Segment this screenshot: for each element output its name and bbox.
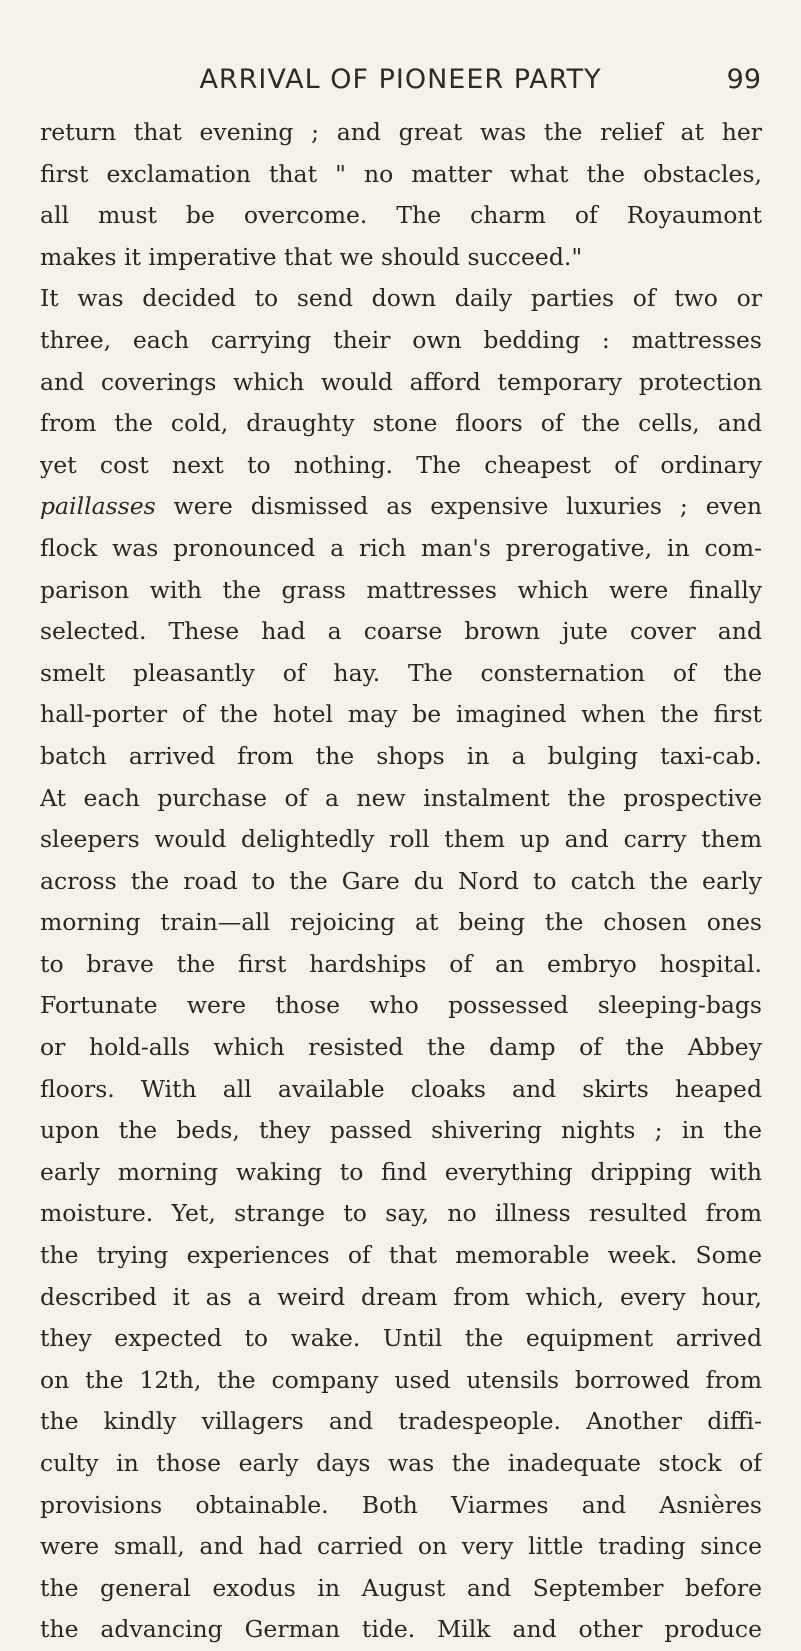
text-line: the advancing German tide. Milk and other produce: [40, 1615, 762, 1644]
running-title: ARRIVAL OF PIONEER PARTY: [199, 64, 602, 95]
text-line: upon the beds, they passed shivering nights ; in the: [40, 1116, 762, 1145]
text-line: return that evening ; and great was the relief at her: [40, 118, 762, 146]
text-line: provisions obtainable. Both Viarmes and Asnières: [40, 1490, 762, 1519]
text-line: Fortunate were those who possessed sleeping-bags: [40, 991, 762, 1020]
text-line-with-italic: [40, 486, 762, 528]
text-line: makes it imperative that we should succeed.": [40, 242, 583, 271]
text-line: the kindly villagers and tradespeople. Another diffi-: [40, 1407, 762, 1436]
text-line: selected. These had a coarse brown jute cover and: [40, 617, 762, 646]
text-line: hall-porter of the hotel may be imagined when the first: [40, 700, 762, 729]
text-line: early morning waking to find everything dripping with: [40, 1157, 762, 1186]
page-number: 99: [726, 64, 761, 95]
text-line: they expected to wake. Until the equipment arrived: [40, 1324, 762, 1353]
text-line: yet cost next to nothing. The cheapest of ordinary: [40, 450, 762, 479]
text-line: parison with the grass mattresses which were finally: [40, 575, 762, 604]
text-line: floors. With all available cloaks and skirts heaped: [40, 1074, 762, 1103]
text-line: three, each carrying their own bedding : mattresses: [40, 325, 762, 354]
text-line: culty in those early days was the inadequate stock of: [40, 1449, 762, 1477]
text-line: and coverings which would afford temporary protection: [40, 367, 762, 396]
italic-word: paillasses: [40, 492, 156, 521]
text-line: the trying experiences of that memorable week. Some: [40, 1241, 762, 1270]
text-line: batch arrived from the shops in a bulging taxi-cab.: [40, 741, 762, 770]
text-line: or hold-alls which resisted the damp of the Abbey: [40, 1033, 762, 1062]
text-line: sleepers would delightedly roll them up and carry them: [40, 825, 762, 854]
text-line: described it as a weird dream from which, every hour,: [40, 1282, 762, 1311]
text-line: across the road to the Gare du Nord to catch the early: [40, 866, 762, 895]
text-line: were small, and had carried on very little trading since: [40, 1532, 762, 1561]
text-line: from the cold, draughty stone floors of the cells, and: [40, 409, 762, 438]
text-line: on the 12th, the company used utensils borrowed from: [40, 1365, 762, 1394]
text-line: to brave the first hardships of an embryo hospital.: [40, 949, 762, 978]
text-line: flock was pronounced a rich man's prerogative, in com-: [40, 533, 762, 562]
text-line: the general exodus in August and September before: [40, 1573, 762, 1602]
text-line-rest: were dismissed as expensive luxuries ; even: [173, 492, 762, 521]
text-line: all must be overcome. The charm of Royaumont: [40, 201, 762, 230]
body-text: [40, 112, 762, 1651]
text-line: morning train—all rejoicing at being the chosen ones: [40, 908, 762, 937]
text-line: smelt pleasantly of hay. The consternation of the: [40, 658, 762, 687]
text-line: moisture. Yet, strange to say, no illness resulted from: [40, 1199, 762, 1228]
text-line: first exclamation that " no matter what the obstacles,: [40, 159, 762, 188]
text-line: It was decided to send down daily parties of two or: [40, 284, 762, 313]
running-head: [0, 64, 801, 104]
text-line: At each purchase of a new instalment the prospective: [40, 783, 762, 812]
